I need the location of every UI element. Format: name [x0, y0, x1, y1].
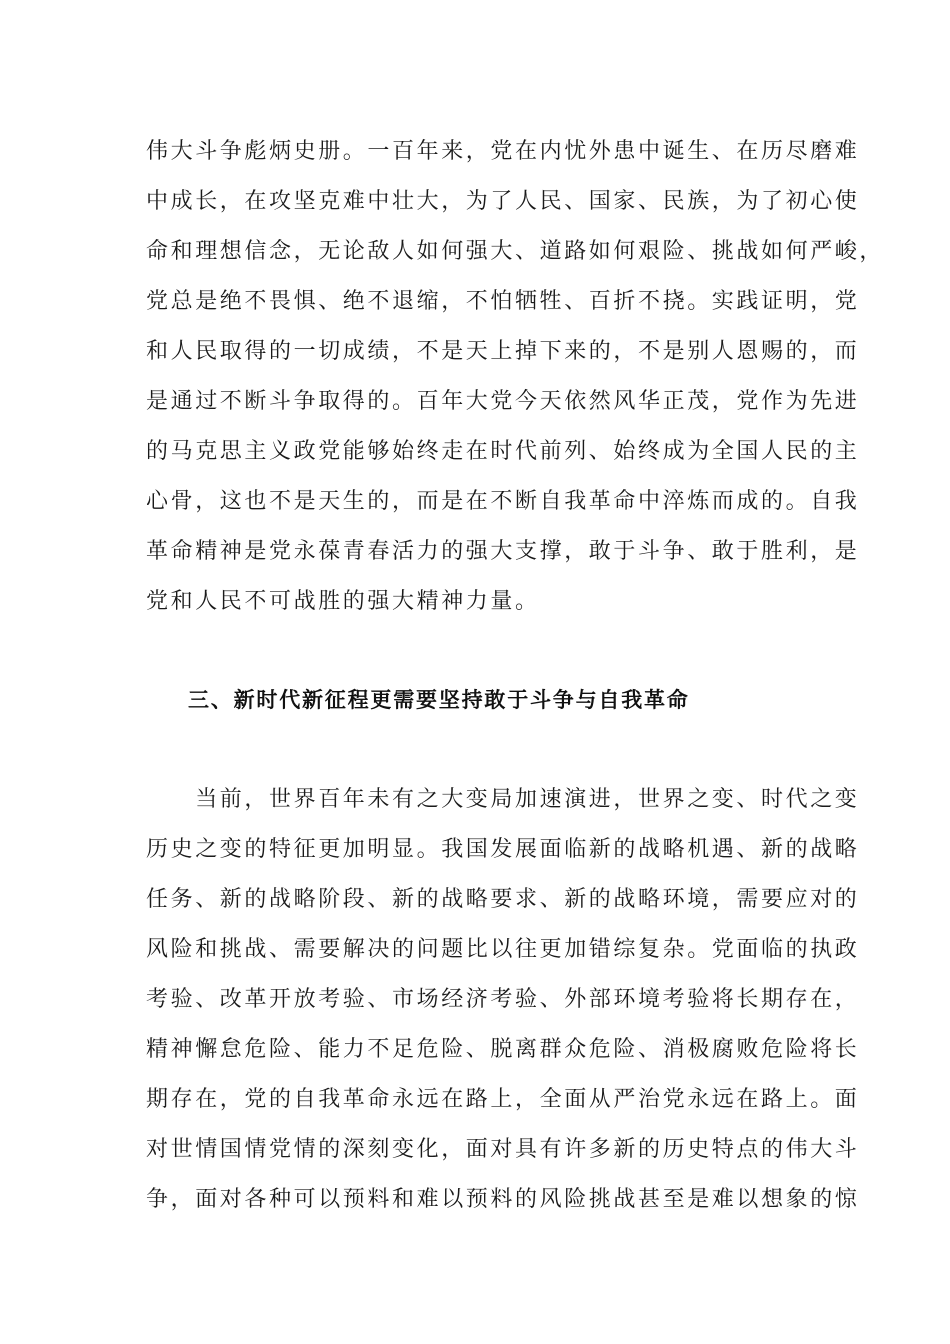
body-paragraph [146, 775, 860, 1225]
text-line: 对世情国情党情的深刻变化，面对具有许多新的历史特点的伟大斗 [146, 1137, 860, 1162]
text-line: 历史之变的特征更加明显。我国发展面临新的战略机遇、新的战略 [146, 837, 860, 862]
body-paragraph [146, 127, 885, 627]
text-line: 心骨，这也不是天生的，而是在不断自我革命中淬炼而成的。自我 [146, 489, 860, 514]
text-line: 的马克思主义政党能够始终走在时代前列、始终成为全国人民的主 [146, 439, 860, 464]
text-line: 考验、改革开放考验、市场经济考验、外部环境考验将长期存在， [146, 987, 860, 1012]
text-line: 期存在，党的自我革命永远在路上，全面从严治党永远在路上。面 [146, 1087, 860, 1112]
text-line: 精神懈怠危险、能力不足危险、脱离群众危险、消极腐败危险将长 [146, 1037, 860, 1062]
section-heading: 三、新时代新征程更需要坚持敢于斗争与自我革命 [188, 688, 690, 712]
text-line: 当前，世界百年未有之大变局加速演进，世界之变、时代之变 [146, 787, 860, 812]
text-line: 党总是绝不畏惧、绝不退缩，不怕牺牲、百折不挠。实践证明，党 [146, 289, 860, 314]
text-line: 和人民取得的一切成绩，不是天上掉下来的，不是别人恩赐的，而 [146, 339, 860, 364]
text-line: 命和理想信念，无论敌人如何强大、道路如何艰险、挑战如何严峻， [146, 239, 885, 264]
text-line: 是通过不断斗争取得的。百年大党今天依然风华正茂，党作为先进 [146, 389, 860, 414]
text-line: 争，面对各种可以预料和难以预料的风险挑战甚至是难以想象的惊 [146, 1187, 860, 1212]
text-line: 风险和挑战、需要解决的问题比以往更加错综复杂。党面临的执政 [146, 937, 860, 962]
text-line: 中成长，在攻坚克难中壮大，为了人民、国家、民族，为了初心使 [146, 189, 860, 214]
text-line: 党和人民不可战胜的强大精神力量。 [146, 589, 540, 614]
text-line: 伟大斗争彪炳史册。一百年来，党在内忧外患中诞生、在历尽磨难 [146, 139, 860, 164]
text-line: 革命精神是党永葆青春活力的强大支撑，敢于斗争、敢于胜利，是 [146, 539, 860, 564]
text-line: 任务、新的战略阶段、新的战略要求、新的战略环境，需要应对的 [146, 887, 860, 912]
